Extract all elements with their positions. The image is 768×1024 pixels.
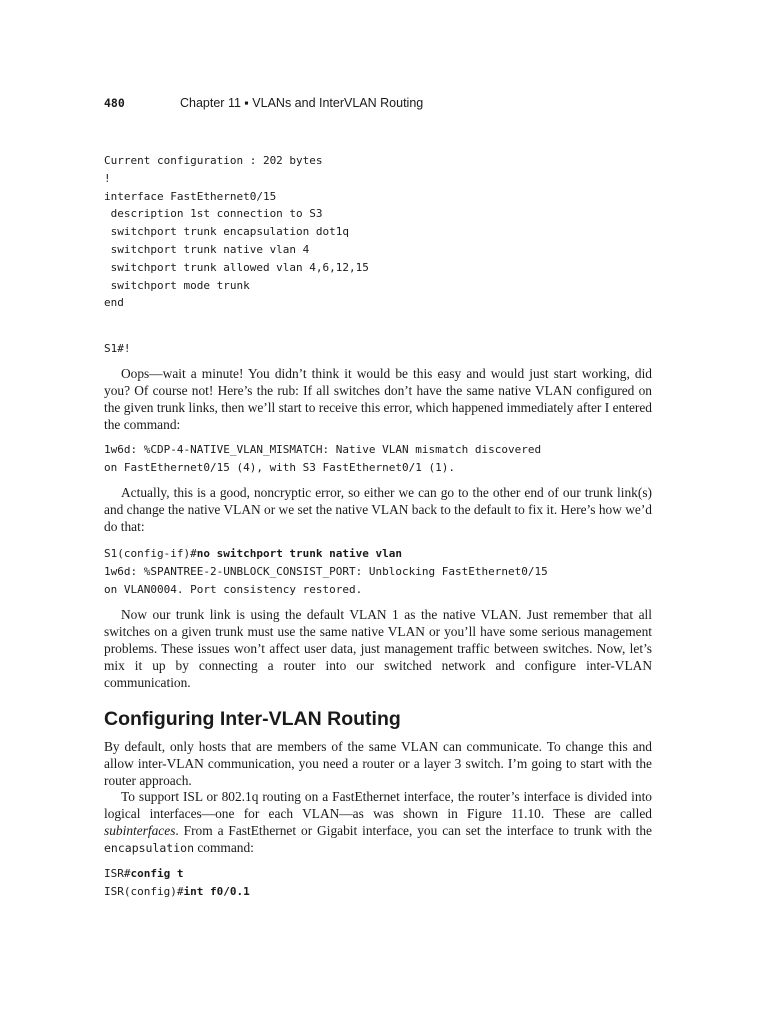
code-prompt: S1(config-if)#: [104, 547, 197, 560]
paragraph-actually: Actually, this is a good, noncryptic error, so either we can go to the other end of our trunk link(s) and change the native VLAN or we set the native VLAN back to the default to fix it. Here’s how we’d do that:: [104, 485, 652, 534]
config-output-code: [104, 152, 369, 312]
router-config-code: [104, 865, 250, 901]
paragraph-by-default: By default, only hosts that are members of the same VLAN can communicate. To change this and allow inter-VLAN communication, you need a router or a layer 3 switch. I’m going to start with the router approach.: [104, 739, 652, 788]
code-command: config t: [130, 867, 184, 880]
section-heading: Configuring Inter-VLAN Routing: [104, 708, 401, 730]
code-line: switchport trunk allowed vlan 4,6,12,15: [104, 260, 369, 274]
code-line: [104, 545, 548, 563]
chapter-title: Chapter 11 ▪ VLANs and InterVLAN Routing: [180, 96, 424, 110]
inline-code: encapsulation: [104, 840, 195, 855]
native-vlan-fix-code: [104, 545, 548, 598]
code-line: switchport mode trunk: [104, 278, 250, 292]
code-line: [104, 865, 250, 883]
paragraph-to-support-isl: [104, 789, 652, 857]
paragraph-now-our-trunk: Now our trunk link is using the default VLAN 1 as the native VLAN. Just remember that all switches on a given trunk must use the same native VLAN or you’ll have some serious management problems. These issues won’t affect user data, just management traffic between switches. Now, let’s mix it up by connecting a router into our switched network and configure inter-VLAN communication.: [104, 607, 652, 690]
code-command: no switchport trunk native vlan: [196, 547, 403, 560]
code-prompt: ISR(config)#: [104, 884, 184, 898]
code-line: end: [104, 296, 124, 310]
code-line: !: [104, 171, 111, 185]
code-line: on FastEthernet0/15 (4), with S3 FastEthernet0/1 (1).: [104, 460, 455, 474]
paragraph-oops: Oops—wait a minute! You didn’t think it would be this easy and would just start working, did you? Of course not! Here’s the rub: If all switches don’t have the same native VLAN configured on the given trunk links, then we’ll start to receive this error, which happened immediately after I entered the command:: [104, 366, 652, 432]
code-line: [104, 883, 250, 901]
code-line: switchport trunk encapsulation dot1q: [104, 225, 350, 239]
prompt-code: [104, 340, 131, 358]
text-run: command:: [194, 839, 254, 855]
code-line: 1w6d: %CDP-4-NATIVE_VLAN_MISMATCH: Native VLAN mismatch discovered: [104, 443, 542, 456]
code-line: switchport trunk native vlan 4: [104, 242, 310, 256]
error-message-code: [104, 441, 541, 477]
text-run: . From a FastEthernet or Gigabit interface, you can set the interface to trunk with the: [175, 822, 652, 838]
running-head: [104, 96, 652, 112]
code-line: on VLAN0004. Port consistency restored.: [104, 582, 363, 596]
italic-term: subinterfaces: [104, 822, 176, 838]
page-number: 480: [104, 96, 125, 110]
text-run: To support ISL or 802.1q routing on a FastEthernet interface, the router’s interface is divided into logical interfaces—one for each VLAN—as was shown in Figure 11.10. These are called: [104, 789, 652, 821]
code-line: S1#!: [104, 342, 131, 355]
code-line: 1w6d: %SPANTREE-2-UNBLOCK_CONSIST_PORT: Unblocking FastEthernet0/15: [104, 564, 548, 578]
code-prompt: ISR#: [104, 867, 131, 880]
code-line: Current configuration : 202 bytes: [104, 154, 323, 167]
code-line: interface FastEthernet0/15: [104, 189, 277, 203]
code-command: int f0/0.1: [183, 884, 250, 898]
code-line: description 1st connection to S3: [104, 207, 323, 221]
